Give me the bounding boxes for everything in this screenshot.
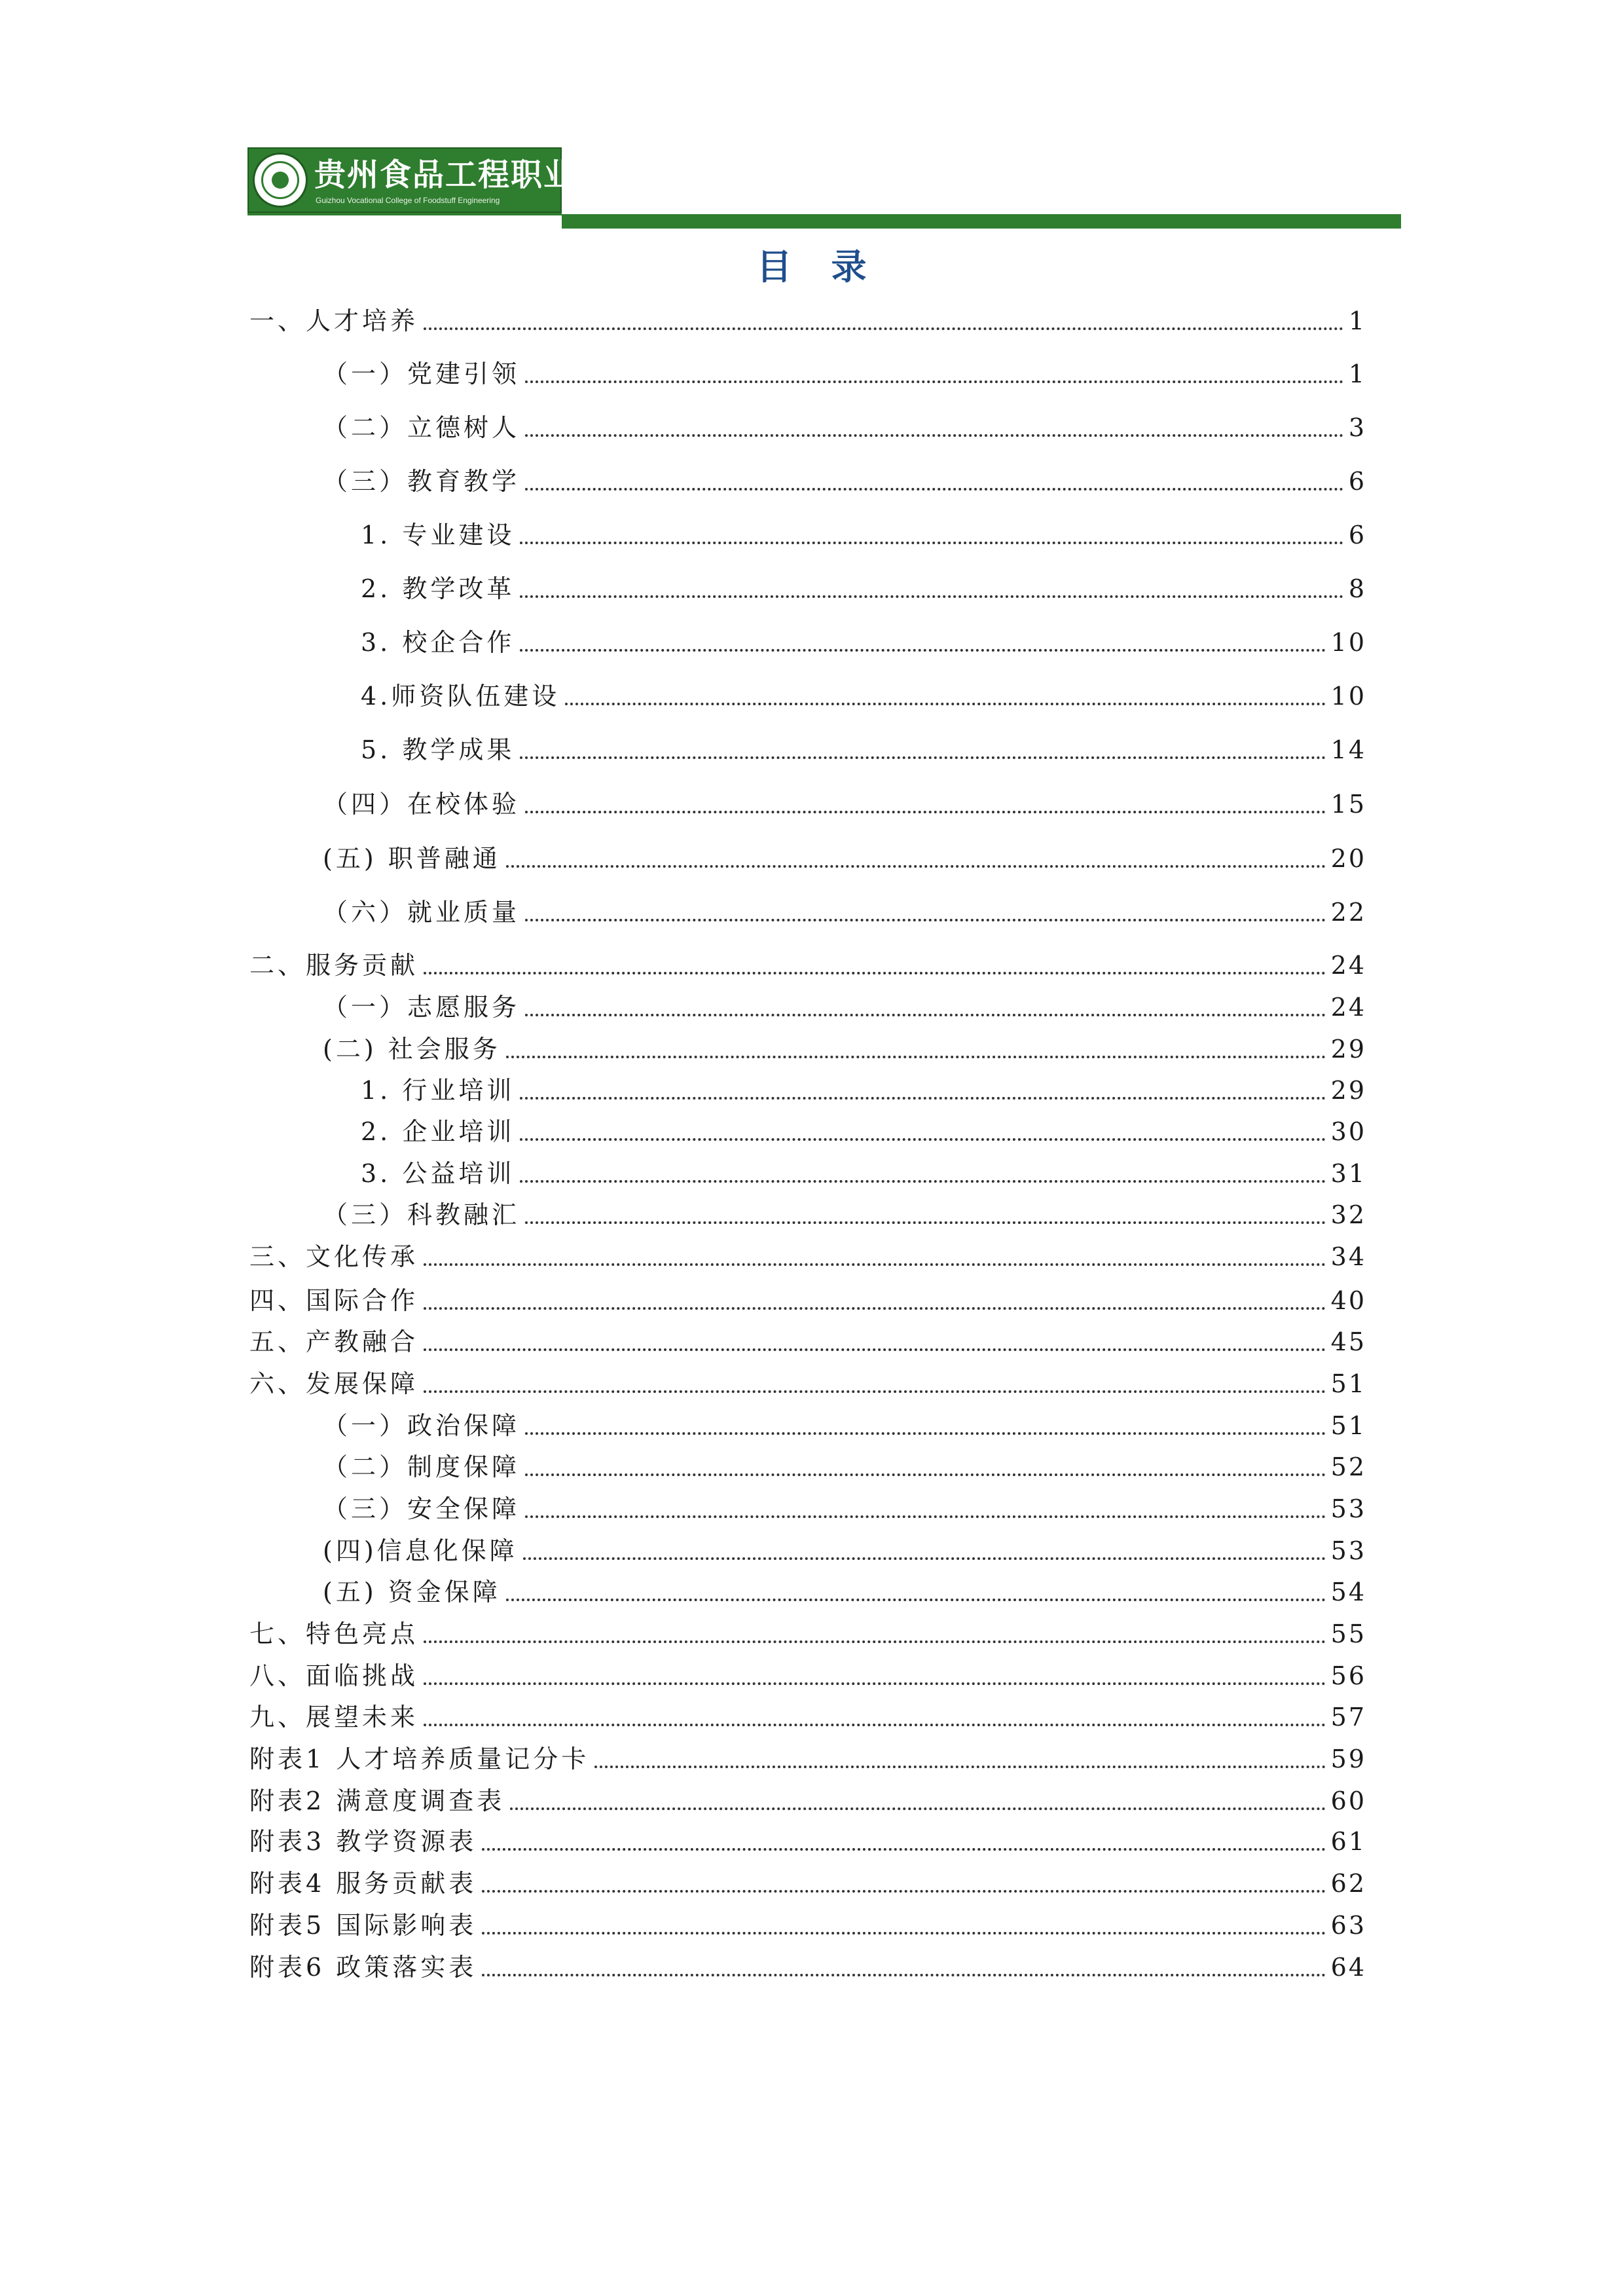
school-name-en: Guizhou Vocational College of Foodstuff Engineering — [316, 196, 500, 205]
toc-entry-page-number: 10 — [1330, 628, 1366, 657]
dot-leader — [525, 1014, 1326, 1016]
toc-entry-page-number: 63 — [1330, 1911, 1366, 1940]
toc-entry-label: （一）志愿服务 — [323, 993, 520, 1022]
toc-entry[interactable] — [323, 1031, 1366, 1067]
toc-entry[interactable] — [361, 1155, 1366, 1192]
toc-entry-label: 附表3 教学资源表 — [249, 1827, 477, 1856]
toc-entry[interactable] — [361, 517, 1366, 553]
toc-entry-page-number: 64 — [1330, 1953, 1366, 1982]
dot-leader — [523, 1557, 1326, 1560]
toc-entry-page-number: 55 — [1330, 1620, 1366, 1648]
toc-entry-page-number: 3 — [1348, 413, 1366, 442]
toc-entry-label: (二) 社会服务 — [323, 1035, 501, 1064]
toc-entry-label: （三）科教融汇 — [323, 1200, 520, 1229]
dot-leader — [565, 703, 1325, 705]
dot-leader — [424, 1640, 1326, 1643]
toc-entry-page-number: 20 — [1330, 844, 1366, 873]
toc-entry-page-number: 31 — [1330, 1159, 1366, 1188]
dot-leader — [424, 1263, 1326, 1266]
toc-entry-page-number: 40 — [1330, 1286, 1366, 1315]
toc-entry[interactable] — [249, 1616, 1366, 1652]
toc-entry-page-number: 34 — [1330, 1242, 1366, 1271]
toc-entry[interactable] — [249, 1823, 1366, 1860]
toc-entry-label: （一）党建引领 — [323, 360, 520, 388]
dot-leader — [525, 1515, 1326, 1518]
toc-entry[interactable] — [249, 1365, 1366, 1402]
dot-leader — [424, 1390, 1326, 1393]
dot-leader — [424, 1724, 1326, 1726]
toc-entry-label: 二、服务贡献 — [249, 951, 419, 980]
dot-leader — [482, 1974, 1325, 1976]
toc-entry[interactable] — [323, 786, 1366, 823]
toc-entry-page-number: 14 — [1330, 735, 1366, 764]
dot-leader — [424, 1682, 1326, 1685]
toc-entry-page-number: 54 — [1330, 1578, 1366, 1606]
dot-leader — [525, 380, 1343, 383]
toc-entry-page-number: 29 — [1330, 1035, 1366, 1064]
dot-leader — [525, 1473, 1326, 1476]
toc-entry[interactable] — [361, 570, 1366, 607]
toc-entry-page-number: 32 — [1330, 1200, 1366, 1229]
dot-leader — [520, 1180, 1325, 1183]
toc-entry-label: 六、发展保障 — [249, 1369, 419, 1398]
dot-leader — [594, 1766, 1325, 1768]
toc-entry-label: 2. 企业培训 — [361, 1117, 515, 1146]
toc-entry-label: 五、产教融合 — [249, 1327, 419, 1356]
toc-entry-label: （一）政治保障 — [323, 1411, 520, 1440]
toc-entry-label: 九、展望未来 — [249, 1703, 419, 1731]
toc-entry-label: 4.师资队伍建设 — [361, 682, 560, 711]
toc-entry[interactable] — [323, 840, 1366, 877]
toc-entry[interactable] — [323, 356, 1366, 392]
toc-entry-page-number: 15 — [1330, 790, 1366, 819]
toc-entry[interactable] — [249, 947, 1366, 984]
dot-leader — [525, 1432, 1326, 1435]
dot-leader — [520, 1097, 1325, 1100]
toc-entry[interactable] — [249, 1238, 1366, 1275]
toc-entry[interactable] — [249, 1783, 1366, 1819]
toc-entry-label: 八、面临挑战 — [249, 1661, 419, 1690]
toc-entry-page-number: 8 — [1348, 574, 1366, 603]
toc-entry[interactable] — [249, 1741, 1366, 1777]
toc-entry[interactable] — [323, 1574, 1366, 1610]
toc-entry[interactable] — [323, 1407, 1366, 1444]
toc-entry-page-number: 60 — [1330, 1787, 1366, 1815]
toc-entry-label: 四、国际合作 — [249, 1286, 419, 1315]
toc-entry[interactable] — [323, 463, 1366, 500]
dot-leader — [520, 595, 1343, 598]
toc-entry-label: (五) 职普融通 — [323, 844, 501, 873]
toc-entry[interactable] — [361, 678, 1366, 714]
toc-entry-label: 3. 公益培训 — [361, 1159, 515, 1188]
toc-entry-page-number: 57 — [1330, 1703, 1366, 1731]
toc-entry[interactable] — [323, 989, 1366, 1026]
toc-entry-page-number: 6 — [1348, 467, 1366, 496]
toc-entry-label: 附表4 服务贡献表 — [249, 1869, 477, 1898]
toc-entry-page-number: 6 — [1348, 521, 1366, 549]
dot-leader — [520, 1138, 1325, 1141]
toc-entry-label: 2. 教学改革 — [361, 574, 515, 603]
toc-entry-label: 1. 专业建设 — [361, 521, 515, 549]
toc-entry-page-number: 45 — [1330, 1327, 1366, 1356]
toc-entry-page-number: 1 — [1348, 360, 1366, 388]
toc-title: 目录 — [756, 246, 906, 287]
toc-entry[interactable] — [249, 1699, 1366, 1735]
toc-entry-label: （三）教育教学 — [323, 467, 520, 496]
toc-entry[interactable] — [249, 1907, 1366, 1944]
dot-leader — [525, 1221, 1326, 1224]
toc-entry-page-number: 52 — [1330, 1453, 1366, 1481]
dot-leader — [506, 1599, 1326, 1601]
dot-leader — [520, 649, 1325, 652]
toc-entry-page-number: 53 — [1330, 1536, 1366, 1565]
toc-entry-label: 七、特色亮点 — [249, 1620, 419, 1648]
toc-entry[interactable] — [249, 1865, 1366, 1902]
dot-leader — [506, 865, 1326, 868]
dot-leader — [525, 919, 1326, 921]
dot-leader — [506, 1056, 1326, 1058]
dot-leader — [525, 434, 1343, 437]
toc-entry[interactable] — [249, 1282, 1366, 1319]
toc-entry-page-number: 61 — [1330, 1827, 1366, 1856]
toc-entry-label: (四)信息化保障 — [323, 1536, 518, 1565]
toc-entry[interactable] — [249, 1324, 1366, 1360]
toc-entry-page-number: 29 — [1330, 1076, 1366, 1105]
toc-entry-label: 附表1 人才培养质量记分卡 — [249, 1745, 590, 1773]
toc-entry-page-number: 51 — [1330, 1411, 1366, 1440]
toc-entry-label: 附表2 满意度调查表 — [249, 1787, 505, 1815]
toc-entry-label: 1. 行业培训 — [361, 1076, 515, 1105]
toc-entry[interactable] — [361, 624, 1366, 661]
dot-leader — [482, 1848, 1325, 1851]
dot-leader — [482, 1890, 1325, 1893]
toc-entry-label: 一、人才培养 — [249, 306, 419, 335]
toc-entry-page-number: 24 — [1330, 951, 1366, 980]
dot-leader — [424, 327, 1343, 330]
toc-entry[interactable] — [323, 1532, 1366, 1569]
dot-leader — [525, 488, 1343, 491]
toc-entry-page-number: 51 — [1330, 1369, 1366, 1398]
dot-leader — [525, 811, 1326, 813]
toc-entry-page-number: 30 — [1330, 1117, 1366, 1146]
toc-entry[interactable] — [361, 1072, 1366, 1109]
toc-entry-label: （二）立德树人 — [323, 413, 520, 442]
toc-entry-page-number: 22 — [1330, 898, 1366, 927]
toc-entry[interactable] — [361, 731, 1366, 768]
toc-entry[interactable] — [249, 1657, 1366, 1694]
toc-entry-page-number: 1 — [1348, 306, 1366, 335]
school-name-cn: 贵州食品工程职业学院 — [314, 157, 642, 193]
dot-leader — [424, 1307, 1326, 1310]
dot-leader — [520, 542, 1343, 544]
toc-entry-page-number: 56 — [1330, 1661, 1366, 1690]
dot-leader — [424, 972, 1326, 974]
dot-leader — [424, 1348, 1326, 1351]
toc-entry-label: 附表6 政策落实表 — [249, 1953, 477, 1982]
toc-entry[interactable] — [323, 1196, 1366, 1233]
dot-leader — [520, 756, 1325, 759]
toc-entry-label: （六）就业质量 — [323, 898, 520, 927]
toc-entry-label: 3. 校企合作 — [361, 628, 515, 657]
toc-entry-page-number: 59 — [1330, 1745, 1366, 1773]
toc-entry-label: 5. 教学成果 — [361, 735, 515, 764]
toc-entry-label: （二）制度保障 — [323, 1453, 520, 1481]
toc-entry-label: （三）安全保障 — [323, 1494, 520, 1523]
toc-entry[interactable] — [323, 409, 1366, 446]
toc-entry-page-number: 24 — [1330, 993, 1366, 1022]
toc-entry-page-number: 53 — [1330, 1494, 1366, 1523]
toc-entry-label: (五) 资金保障 — [323, 1578, 501, 1606]
toc-entry-page-number: 10 — [1330, 682, 1366, 711]
toc-entry[interactable] — [249, 303, 1366, 339]
toc-entry[interactable] — [249, 1949, 1366, 1986]
toc-entry[interactable] — [323, 894, 1366, 931]
toc-entry-page-number: 62 — [1330, 1869, 1366, 1898]
toc-entry[interactable] — [361, 1113, 1366, 1150]
toc-entry[interactable] — [323, 1491, 1366, 1527]
toc-entry-label: （四）在校体验 — [323, 790, 520, 819]
dot-leader — [510, 1807, 1325, 1810]
dot-leader — [482, 1932, 1325, 1935]
toc-entry-label: 三、文化传承 — [249, 1242, 419, 1271]
toc-entry[interactable] — [323, 1449, 1366, 1485]
toc-entry-label: 附表5 国际影响表 — [249, 1911, 477, 1940]
